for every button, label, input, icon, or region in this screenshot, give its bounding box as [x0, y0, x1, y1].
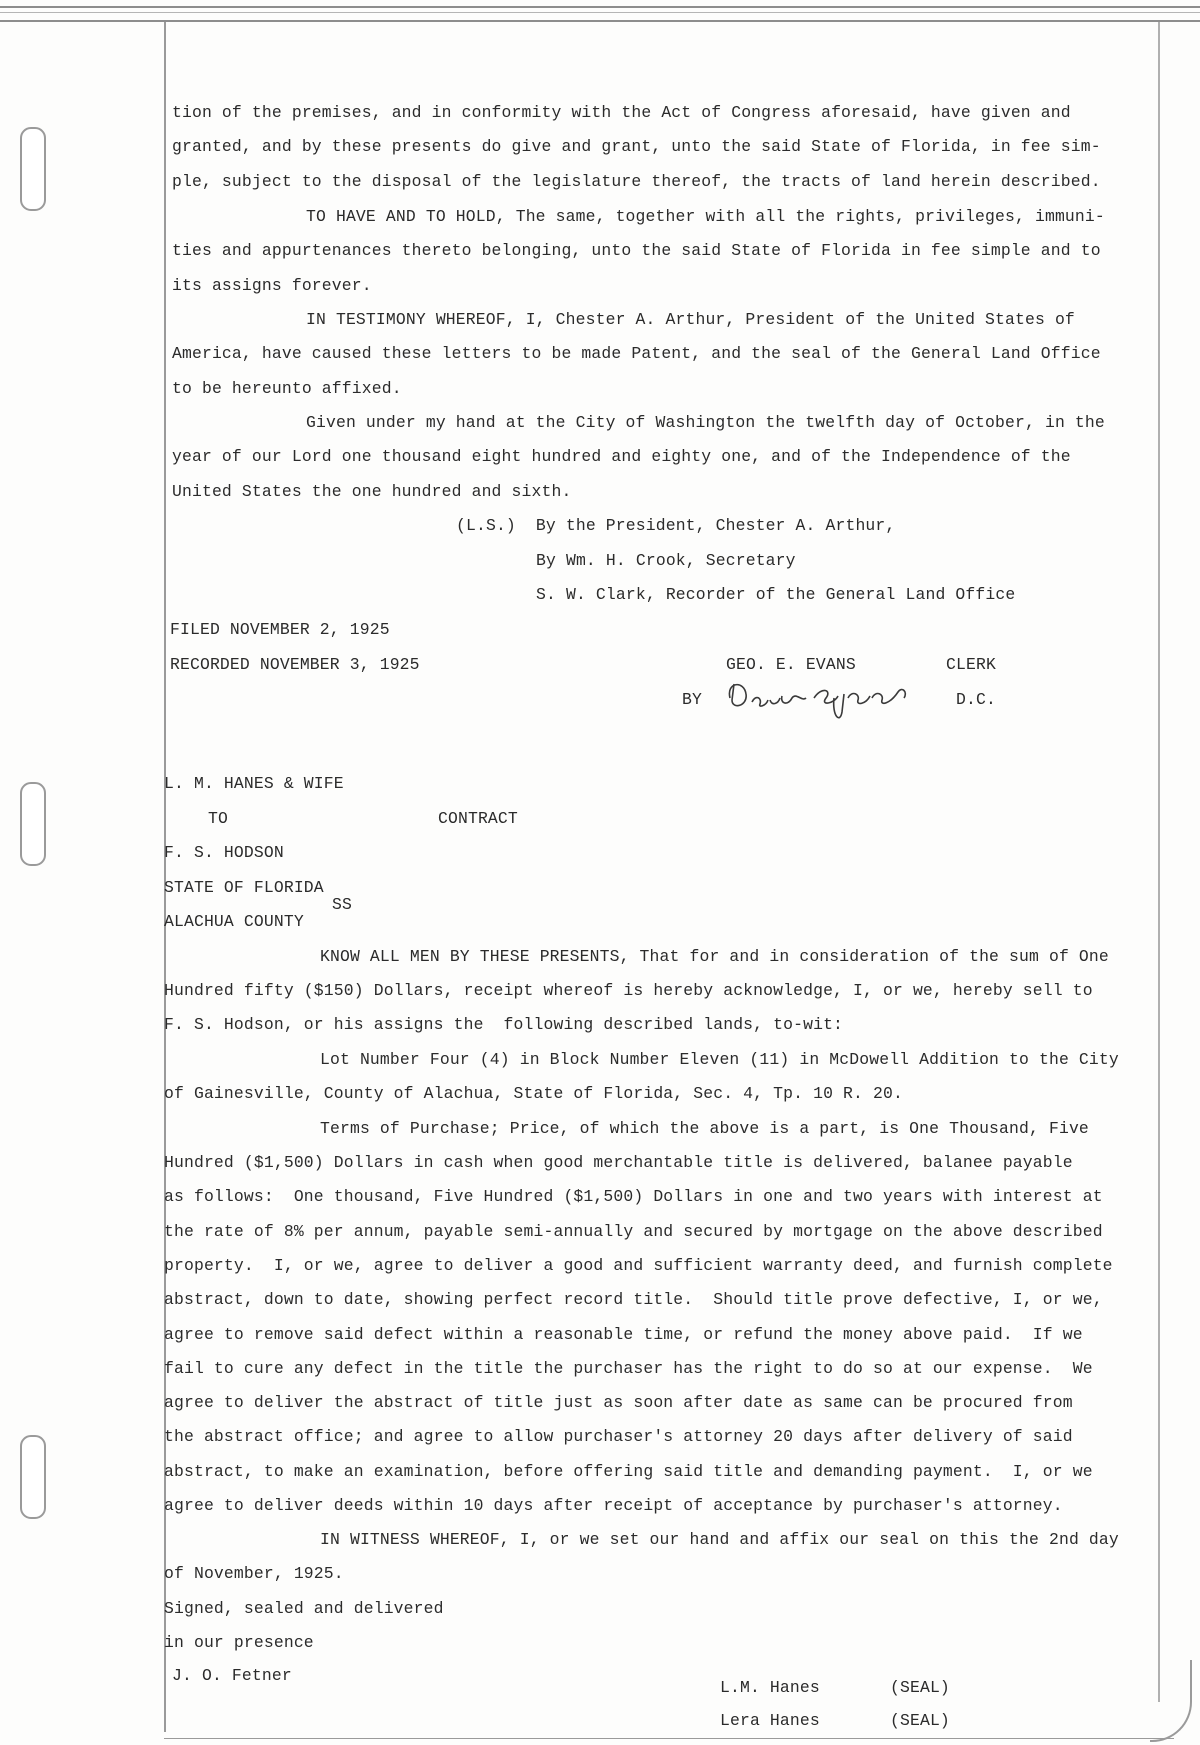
text-line: abstract, down to date, showing perfect record title. Should title prove defective, I, or we,: [164, 1290, 1103, 1309]
text-line: of November, 1925.: [164, 1564, 344, 1583]
text-line: Signed, sealed and delivered: [164, 1599, 444, 1618]
clerk-name: GEO. E. EVANS: [726, 655, 856, 674]
text-line: property. I, or we, agree to deliver a good and sufficient warranty deed, and furnish complete: [164, 1256, 1113, 1275]
county-label: ALACHUA COUNTY: [164, 912, 304, 931]
deputy-clerk-title: D.C.: [956, 690, 996, 709]
text-line: abstract, to make an examination, before offering said title and demanding payment. I, or we: [164, 1462, 1093, 1481]
text-line: the abstract office; and agree to allow purchaser's attorney 20 days after delivery of said: [164, 1427, 1073, 1446]
page-corner-curl: [1150, 1660, 1192, 1742]
grantee-heading: F. S. HODSON: [164, 843, 284, 862]
text-line: agree to deliver deeds within 10 days after receipt of acceptance by purchaser's attorney.: [164, 1496, 1063, 1515]
text-line: agree to remove said defect within a reasonable time, or refund the money above paid. If we: [164, 1325, 1083, 1344]
text-line: (L.S.) By the President, Chester A. Arthur,: [456, 516, 896, 535]
witness-name: J. O. Fetner: [172, 1666, 292, 1685]
text-line: Hundred ($1,500) Dollars in cash when good merchantable title is delivered, balanee payable: [164, 1153, 1073, 1172]
text-line: Terms of Purchase; Price, of which the above is a part, is One Thousand, Five: [320, 1119, 1089, 1138]
text-line: its assigns forever.: [172, 276, 372, 295]
text-line: the rate of 8% per annum, payable semi-annually and secured by mortgage on the above described: [164, 1222, 1103, 1241]
signer-1-name: L.M. Hanes: [720, 1678, 820, 1697]
signer-1-seal: (SEAL): [890, 1678, 950, 1697]
ss-label: SS: [332, 895, 352, 914]
text-line: of Gainesville, County of Alachua, State of Florida, Sec. 4, Tp. 10 R. 20.: [164, 1084, 903, 1103]
text-line: By Wm. H. Crook, Secretary: [536, 551, 796, 570]
recorded-date: RECORDED NOVEMBER 3, 1925: [170, 655, 420, 674]
text-line: granted, and by these presents do give and grant, unto the said State of Florida, in fee sim-: [172, 137, 1101, 156]
clerk-title: CLERK: [946, 655, 996, 674]
bottom-border: [164, 1738, 1174, 1739]
grantor-heading: L. M. HANES & WIFE: [164, 774, 344, 793]
text-line: United States the one hundred and sixth.: [172, 482, 572, 501]
text-line: as follows: One thousand, Five Hundred ($1,500) Dollars in one and two years with interest at: [164, 1187, 1103, 1206]
to-label: TO: [208, 809, 228, 828]
contract-title: CONTRACT: [438, 809, 518, 828]
signer-2-seal: (SEAL): [890, 1711, 950, 1730]
text-line: IN TESTIMONY WHEREOF, I, Chester A. Arthur, President of the United States of: [306, 310, 1075, 329]
text-line: in our presence: [164, 1633, 314, 1652]
text-line: tion of the premises, and in conformity with the Act of Congress aforesaid, have given and: [172, 103, 1071, 122]
filed-date: FILED NOVEMBER 2, 1925: [170, 620, 390, 639]
text-line: ties and appurtenances thereto belonging, unto the said State of Florida in fee simple and to: [172, 241, 1101, 260]
binder-hole-middle: [20, 782, 46, 866]
text-line: ple, subject to the disposal of the legislature thereof, the tracts of land herein described.: [172, 172, 1101, 191]
binder-hole-bottom: [20, 1435, 46, 1519]
text-line: America, have caused these letters to be made Patent, and the seal of the General Land Office: [172, 344, 1101, 363]
text-line: Lot Number Four (4) in Block Number Eleven (11) in McDowell Addition to the City: [320, 1050, 1119, 1069]
text-line: IN WITNESS WHEREOF, I, or we set our hand and affix our seal on this the 2nd day: [320, 1530, 1119, 1549]
text-line: TO HAVE AND TO HOLD, The same, together with all the rights, privileges, immuni-: [306, 207, 1105, 226]
state-label: STATE OF FLORIDA: [164, 878, 324, 897]
deputy-clerk-signature: [722, 676, 922, 726]
text-line: F. S. Hodson, or his assigns the following described lands, to-wit:: [164, 1015, 844, 1034]
binder-hole-top: [20, 127, 46, 211]
text-line: agree to deliver the abstract of title just as soon after date as same can be procured from: [164, 1393, 1073, 1412]
text-line: Given under my hand at the City of Washington the twelfth day of October, in the: [306, 413, 1105, 432]
text-line: S. W. Clark, Recorder of the General Land Office: [536, 585, 1016, 604]
by-label: BY: [682, 690, 702, 709]
signer-2-name: Lera Hanes: [720, 1711, 820, 1730]
text-line: KNOW ALL MEN BY THESE PRESENTS, That for and in consideration of the sum of One: [320, 947, 1109, 966]
top-border: [0, 6, 1200, 22]
right-page-edge: [1158, 22, 1160, 1702]
text-line: Hundred fifty ($150) Dollars, receipt whereof is hereby acknowledge, I, or we, hereby sell to: [164, 981, 1093, 1000]
text-line: to be hereunto affixed.: [172, 379, 402, 398]
text-line: year of our Lord one thousand eight hundred and eighty one, and of the Independence of the: [172, 447, 1071, 466]
text-line: fail to cure any defect in the title the purchaser has the right to do so at our expense. We: [164, 1359, 1093, 1378]
